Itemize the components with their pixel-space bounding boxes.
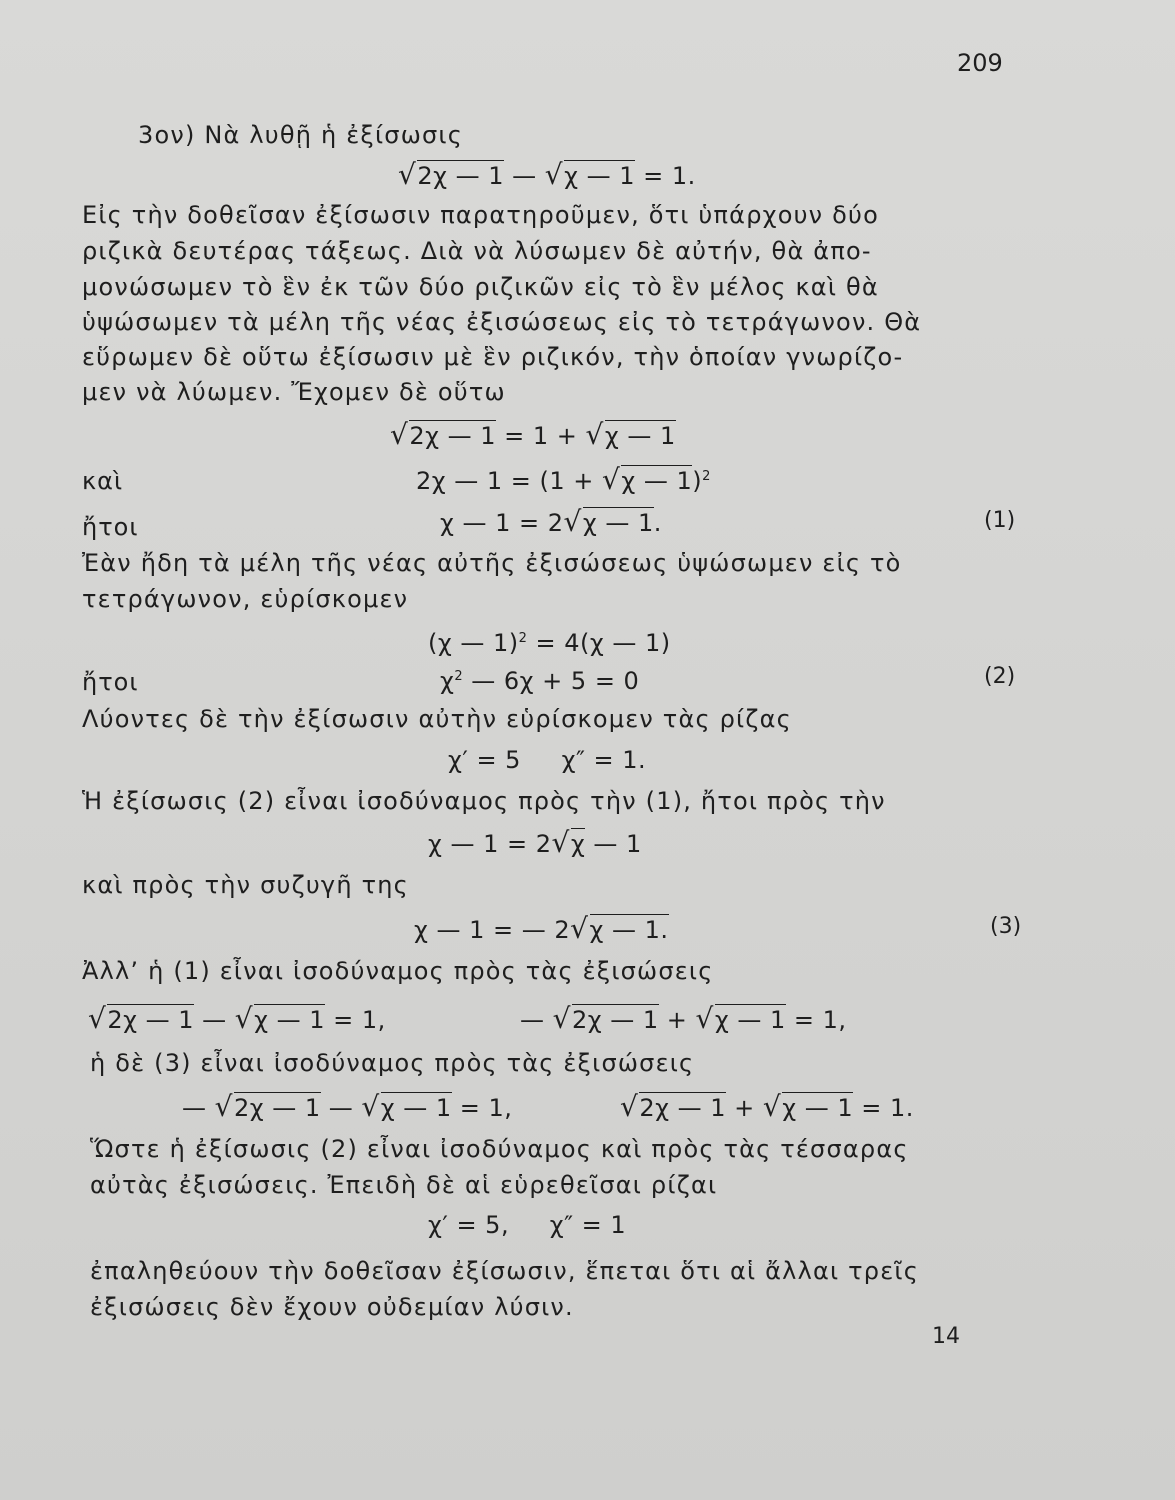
radical: √ 2χ — 1 <box>553 1004 659 1035</box>
equation-2: √ 2χ — 1 = 1 + √ χ — 1 <box>390 420 676 451</box>
radical: √ χ — 1. <box>570 914 668 945</box>
equation-number-2: (2) <box>984 664 1016 689</box>
text-line-1: 3ον) Νὰ λυθῇ ἡ ἐξίσωσις <box>138 121 464 149</box>
radical: √ χ — 1 <box>361 1092 451 1123</box>
radical: √ χ — 1 <box>564 507 654 538</box>
equation-11b: √ 2χ — 1 + √ χ — 1 = 1. <box>620 1092 914 1123</box>
text-line-6: εὕρωμεν δὲ οὕτω ἐξίσωσιν μὲ ἓν ριζικόν, τὴν ὁποίαν γνωρίζο- <box>82 343 904 371</box>
text-line-5: ὑψώσωμεν τὰ μέλη τῆς νέας ἐξισώσεως εἰς τὸ τετράγωνον. Θὰ <box>82 308 922 336</box>
text-line-17: ἐπαληθεύουν τὴν δοθεῖσαν ἐξίσωσιν, ἕπεται ὅτι αἱ ἄλλαι τρεῖς <box>90 1257 920 1285</box>
footer-number: 14 <box>932 1324 960 1349</box>
equation-5: (χ — 1)$^2$ = 4(χ — 1) <box>428 629 671 657</box>
equation-roots: χ′ = 5 χ″ = 1. <box>448 746 647 774</box>
radical: √ 2χ — 1 <box>215 1092 321 1123</box>
radical: √ 2χ — 1 <box>620 1092 726 1123</box>
text-line-14: ἡ δὲ (3) εἶναι ἰσοδύναμος πρὸς τὰς ἐξισώσεις <box>90 1049 695 1077</box>
text-line-7: μεν νὰ λύωμεν. Ἔχομεν δὲ οὕτω <box>82 378 506 406</box>
text-line-15: Ὥστε ἡ ἐξίσωσις (2) εἶναι ἰσοδύναμος καὶ πρὸς τὰς τέσσαρας <box>90 1135 909 1163</box>
text-line-13: Ἀλλ’ ἡ (1) εἶναι ἰσοδύναμος πρὸς τὰς ἐξισώσεις <box>82 957 714 985</box>
equation-number-1: (1) <box>984 508 1016 533</box>
label-itoi-2: ἤτοι <box>82 668 139 696</box>
label-kai: καὶ <box>82 467 124 495</box>
radical: √ 2χ — 1 <box>390 420 496 451</box>
equation-number-3: (3) <box>990 914 1022 939</box>
text-line-11: Ἡ ἐξίσωσις (2) εἶναι ἰσοδύναμος πρὸς τὴν (1), ἤτοι πρὸς τὴν <box>82 787 886 815</box>
text-line-8: Ἐὰν ἤδη τὰ μέλη τῆς νέας αὐτῆς ἐξισώσεως ὑψώσωμεν εἰς τὸ <box>82 549 902 577</box>
radical: √ χ — 1 <box>545 160 635 191</box>
text-line-12: καὶ πρὸς τὴν συζυγῆ της <box>82 871 409 899</box>
equation-11a: — √ 2χ — 1 — √ χ — 1 = 1, <box>182 1092 512 1123</box>
text-line-9: τετράγωνον, εὑρίσκομεν <box>82 585 409 613</box>
text-line-18: ἐξισώσεις δὲν ἔχουν οὐδεμίαν λύσιν. <box>90 1293 574 1321</box>
page-number: 209 <box>957 49 1003 77</box>
text-line-4: μονώσωμεν τὸ ἓν ἐκ τῶν δύο ριζικῶν εἰς τὸ ἓν μέλος καὶ θὰ <box>82 273 879 301</box>
label-itoi: ἤτοι <box>82 513 139 541</box>
equation-9: χ — 1 = — 2√ χ — 1. <box>414 914 669 945</box>
text-line-10: Λύοντες δὲ τὴν ἐξίσωσιν αὐτὴν εὑρίσκομεν τὰς ρίζας <box>82 705 792 733</box>
radical: √ 2χ — 1 <box>398 160 504 191</box>
text-line-2: Εἰς τὴν δοθεῖσαν ἐξίσωσιν παρατηροῦμεν, ὅτι ὑπάρχουν δύο <box>82 201 879 229</box>
radical: √ χ — 1 <box>586 420 676 451</box>
text-line-3: ριζικὰ δευτέρας τάξεως. Διὰ νὰ λύσωμεν δὲ αὐτήν, θὰ ἀπο- <box>82 237 872 265</box>
equation-12: χ′ = 5, χ″ = 1 <box>428 1211 627 1239</box>
radical: √ χ — 1 <box>696 1004 786 1035</box>
equation-3: 2χ — 1 = (1 + √ χ — 1)$^2$ <box>416 462 711 496</box>
equation-4: χ — 1 = 2√ χ — 1. <box>440 507 662 538</box>
equation-10a: √ 2χ — 1 — √ χ — 1 = 1, <box>88 1004 386 1035</box>
radical: √ 2χ — 1 <box>88 1004 194 1035</box>
radical: √ χ — 1 <box>763 1092 853 1123</box>
text-line-16: αὐτὰς ἐξισώσεις. Ἐπειδὴ δὲ αἱ εὑρεθεῖσαι ρίζαι <box>90 1171 718 1199</box>
equation-6: $\chi^2$ — 6χ + 5 = 0 <box>440 667 640 695</box>
radical: √ χ <box>552 828 586 859</box>
equation-main: √ 2χ — 1 — √ χ — 1 = 1. <box>398 160 696 191</box>
radical: √ χ — 1 <box>235 1004 325 1035</box>
radical: √ χ — 1 <box>602 465 692 496</box>
equation-10b: — √ 2χ — 1 + √ χ — 1 = 1, <box>520 1004 847 1035</box>
equation-8: χ — 1 = 2√ χ — 1 <box>428 828 642 859</box>
